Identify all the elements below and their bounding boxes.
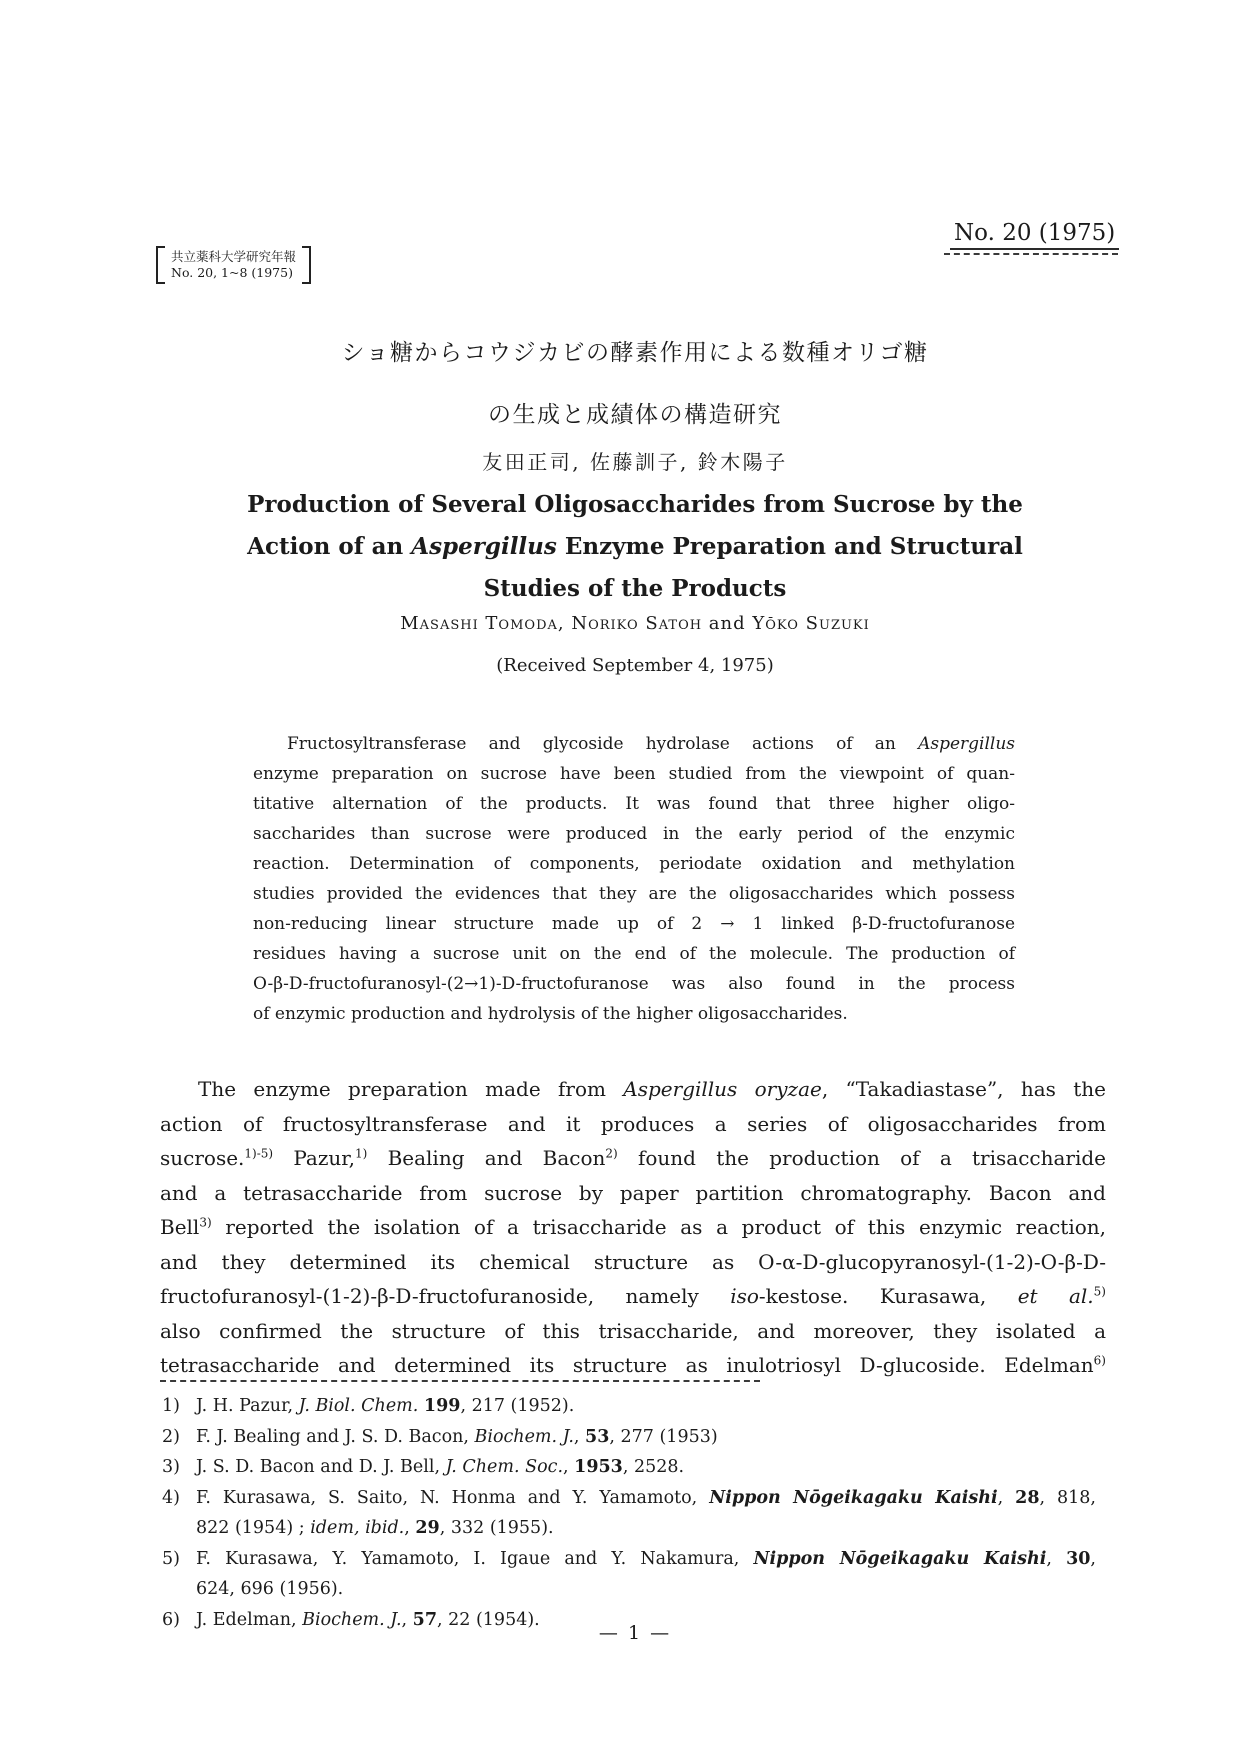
annual-report-citation [165,246,302,284]
text-line: reaction. Determination of components, periodate oxidation and methylation [253,854,1015,874]
text-line: Bell$^{3)}$ reported the isolation of a trisaccharide as a product of this enzymic reaction, [160,1215,1106,1239]
received-date: (Received September 4, 1975) [496,655,774,676]
authors-japanese: 友田正司, 佐藤訓子, 鈴木陽子 [482,450,788,474]
title-japanese [160,322,1110,446]
text-line: enzyme preparation on sucrose have been studied from the viewpoint of quan- [253,764,1015,784]
reference-item [162,1452,1096,1483]
annual-report-citation-box [156,246,311,284]
text-line: O-β-D-fructofuranosyl-(2→1)-D-fructofuranose was also found in the process [253,974,1015,994]
page-number: — 1 — [598,1622,672,1644]
reference-item [162,1391,1096,1422]
journal-issue-header [950,220,1119,255]
text-line: titative alternation of the products. It was found that three higher oligo- [253,794,1015,814]
reference-continuation-line: 822 (1954) ; idem, ibid., 29, 332 (1955). [196,1518,554,1538]
text-line: saccharides than sucrose were produced in the early period of the enzymic [253,824,1015,844]
annual-report-title: 共立薬科大学研究年報 [171,249,297,264]
reference-number: 2) [162,1426,180,1447]
reference-continuation-line: 624, 696 (1956). [196,1579,344,1599]
reference-line: 5) F. Kurasawa, Y. Yamamoto, I. Igaue and Y. Nakamura, Nippon Nōgeikagaku Kaishi, 30, [162,1544,1096,1575]
text-line: sucrose.$^{1)-5)}$ Pazur,$^{1)}$ Bealing and Bacon$^{2)}$ found the production of a trisaccharide [160,1146,1107,1170]
text-line: fructofuranosyl-(1-2)-β-D-fructofuranoside, namely iso-kestose. Kurasawa, et al.$^{5)}$ [160,1284,1106,1308]
abstract [253,729,1015,1029]
text-line: Action of an Aspergillus Enzyme Preparation and Structural [247,533,1023,560]
annual-report-issue: No. 20, 1~8 (1975) [171,265,293,280]
reference-number: 6) [162,1609,180,1630]
body-paragraph [160,1072,1106,1383]
text-line: and a tetrasaccharide from sucrose by paper partition chromatography. Bacon and [160,1180,1106,1205]
text-line: non-reducing linear structure made up of 2 → 1 linked β-D-fructofuranose [253,914,1015,934]
reference-item [162,1544,1096,1605]
text-line: ショ糖からコウジカビの酵素作用による数種オリゴ糖 [341,340,929,366]
left-bracket [156,246,165,284]
title-english [160,484,1110,610]
reference-item [162,1422,1096,1453]
text-line: studies provided the evidences that they are the oligosaccharides which possess [253,884,1015,904]
text-line: の生成と成績体の構造研究 [488,402,782,428]
text-line: Production of Several Oligosaccharides from Sucrose by the [247,491,1023,518]
reference-number: 1) [162,1396,180,1416]
reference-line: 1) J. H. Pazur, J. Biol. Chem. 199, 217 (1952). [162,1391,1096,1422]
authors-english: Masashi Tomoda, Noriko Satoh and Yōko Suzuki [400,613,870,634]
reference-line: 3) J. S. D. Bacon and D. J. Bell, J. Chem. Soc., 1953, 2528. [162,1452,1096,1483]
text-line: residues having a sucrose unit on the end of the molecule. The production of [253,944,1015,964]
reference-list [162,1391,1096,1635]
journal-issue-underline [944,253,1118,255]
right-bracket [302,246,311,284]
reference-line: 6) J. Edelman, Biochem. J., 57, 22 (1954). [162,1605,1096,1636]
journal-issue-text: No. 20 (1975) [950,220,1119,250]
reference-number: 4) [162,1487,180,1508]
text-line: and they determined its chemical structure as O-α-D-glucopyranosyl-(1-2)-O-β-D- [160,1249,1106,1274]
text-line: Studies of the Products [483,575,787,602]
text-line: also confirmed the structure of this trisaccharide, and moreover, they isolated a [160,1318,1106,1343]
text-line: Fructosyltransferase and glycoside hydrolase actions of an Aspergillus [287,734,1015,754]
reference-line: 2) F. J. Bealing and J. S. D. Bacon, Biochem. J., 53, 277 (1953) [162,1422,1096,1453]
footnote-separator [160,1380,760,1382]
reference-line: 4) F. Kurasawa, S. Saito, N. Honma and Y. Yamamoto, Nippon Nōgeikagaku Kaishi, 28, 818, [162,1483,1096,1514]
text-line: action of fructosyltransferase and it produces a series of oligosaccharides from [160,1111,1106,1136]
reference-number: 5) [162,1548,180,1569]
text-line: of enzymic production and hydrolysis of the higher oligosaccharides. [253,1004,848,1024]
reference-item [162,1483,1096,1544]
reference-number: 3) [162,1457,180,1477]
text-line: The enzyme preparation made from Aspergillus oryzae, “Takadiastase”, has the [198,1077,1106,1101]
text-line: tetrasaccharide and determined its structure as inulotriosyl D-glucoside. Edelman$^{6)}$ [160,1353,1106,1377]
